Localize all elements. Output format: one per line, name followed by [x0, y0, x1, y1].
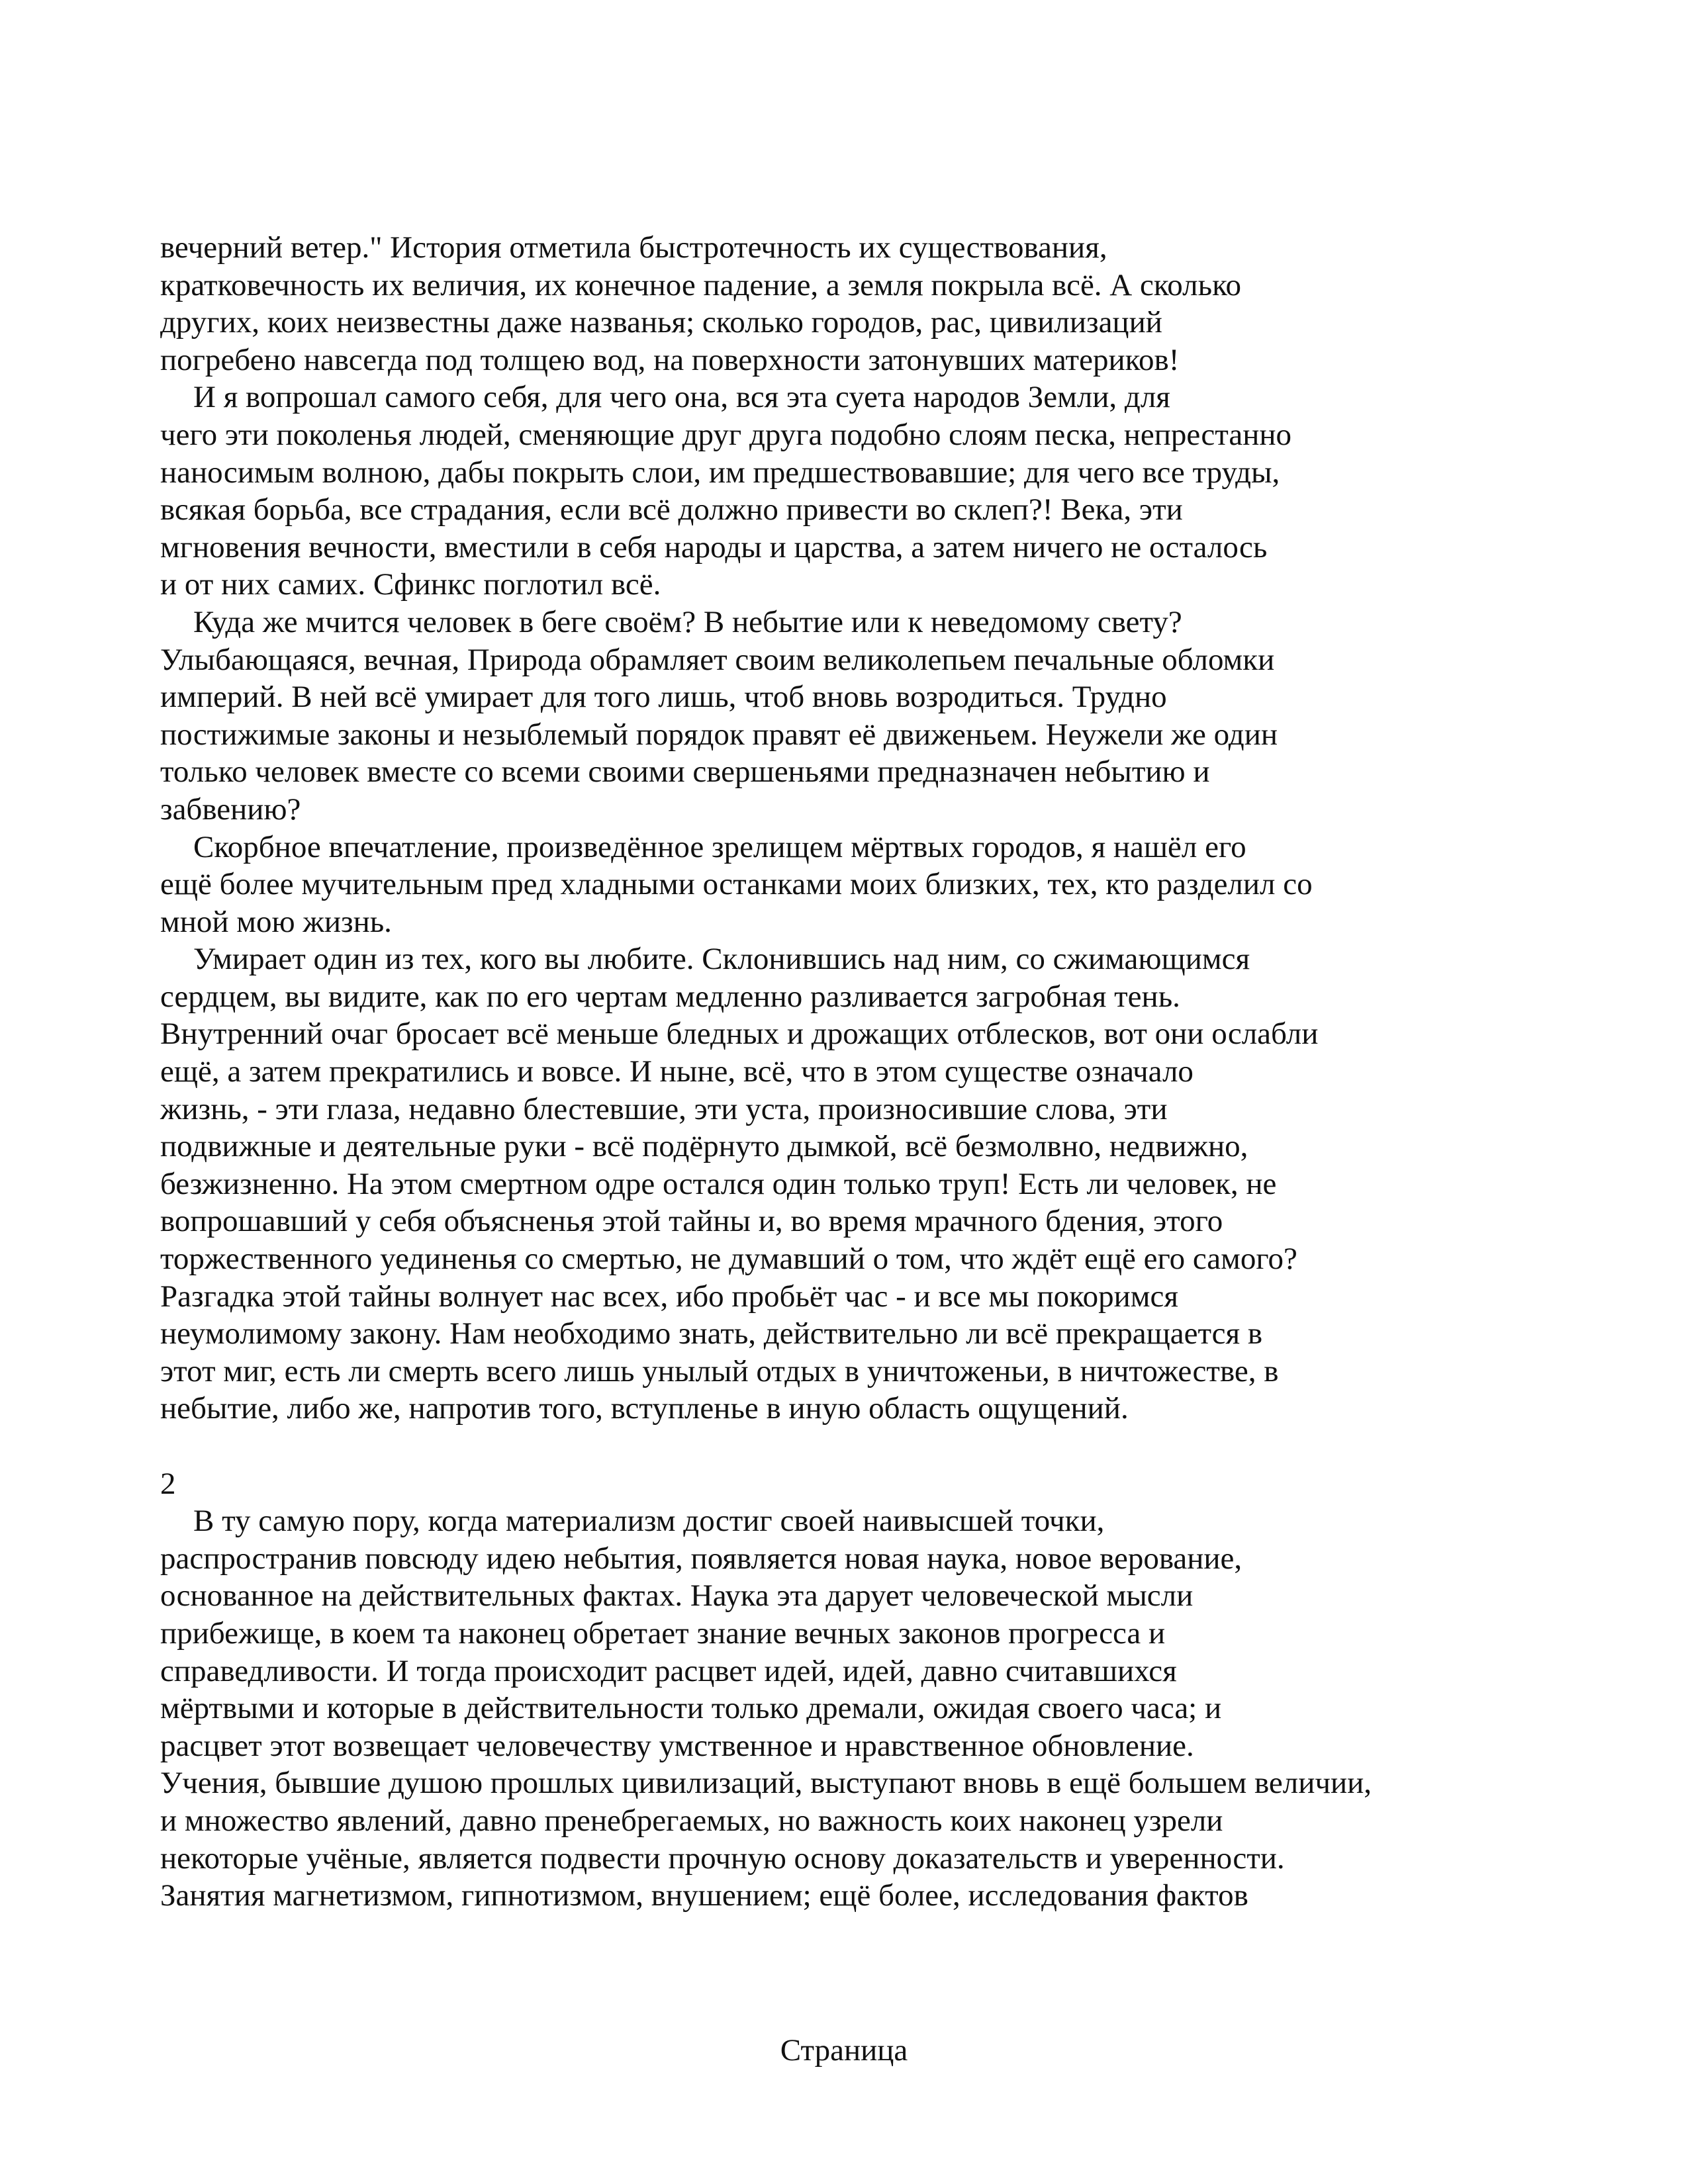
text-line: сердцем, вы видите, как по его чертам медленно разливается загробная тень. — [160, 979, 1180, 1014]
text-line: небытие, либо же, напротив того, вступленье в иную область ощущений. — [160, 1391, 1129, 1426]
text-line: ещё более мучительным пред хладными останками моих близких, тех, кто разделил со — [160, 867, 1313, 902]
paragraph-gap — [160, 1428, 1511, 1465]
text-line: ещё, а затем прекратились и вовсе. И ныне, всё, что в этом существе означало — [160, 1054, 1194, 1089]
text-line: подвижные и деятельные руки - всё подёрнуто дымкой, всё безмолвно, недвижно, — [160, 1129, 1248, 1164]
text-line: всякая борьба, все страдания, если всё должно привести во склеп?! Века, эти — [160, 492, 1183, 527]
text-line: вечерний ветер." История отметила быстротечность их существования, — [160, 230, 1107, 265]
text-line: торжественного уединенья со смертью, не думавший о том, что ждёт ещё его самого? — [160, 1242, 1297, 1277]
text-line: чего эти поколенья людей, сменяющие друг друга подобно слоям песка, непрестанно — [160, 417, 1292, 452]
text-line: расцвет этот возвещает человечеству умственное и нравственное обновление. — [160, 1728, 1194, 1763]
text-line: других, коих неизвестны даже названья; сколько городов, рас, цивилизаций — [160, 305, 1162, 340]
text-line: вопрошавший у себя объясненья этой тайны и, во время мрачного бдения, этого — [160, 1204, 1223, 1239]
text-line: основанное на действительных фактах. Наука эта дарует человеческой мысли — [160, 1578, 1194, 1614]
text-line: и от них самих. Сфинкс поглотил всё. — [160, 567, 661, 602]
text-line: мной мою жизнь. — [160, 904, 392, 939]
text-line: этот миг, есть ли смерть всего лишь унылый отдых в уничтоженьи, в ничтожестве, в — [160, 1353, 1279, 1388]
text-line: империй. В ней всё умирает для того лишь, чтоб вновь возродиться. Трудно — [160, 680, 1167, 715]
text-line: Разгадка этой тайны волнует нас всех, ибо пробьёт час - и все мы покоримся — [160, 1279, 1178, 1314]
text-line: забвению? — [160, 792, 301, 827]
text-line: неумолимому закону. Нам необходимо знать, действительно ли всё прекращается в — [160, 1316, 1263, 1351]
text-line: Занятия магнетизмом, гипнотизмом, внушением; ещё более, исследования фактов — [160, 1878, 1248, 1913]
paragraph-first-line: Умирает один из тех, кого вы любите. Склонившись над ним, со сжимающимся — [193, 942, 1250, 977]
text-line: некоторые учёные, является подвести прочную основу доказательств и уверенности. — [160, 1841, 1285, 1876]
text-line: Учения, бывшие душою прошлых цивилизаций, выступают вновь в ещё большем величии, — [160, 1766, 1372, 1801]
text-line: прибежище, в коем та наконец обретает знание вечных законов прогресса и — [160, 1615, 1166, 1651]
text-line: безжизненно. На этом смертном одре остался один только труп! Есть ли человек, не — [160, 1166, 1277, 1201]
text-line: Улыбающаяся, вечная, Природа обрамляет своим великолепьем печальные обломки — [160, 642, 1275, 677]
paragraph-first-line: Скорбное впечатление, произведённое зрелищем мёртвых городов, я нашёл его — [193, 829, 1246, 864]
text-line: распространив повсюду идею небытия, появляется новая наука, новое верование, — [160, 1541, 1243, 1576]
body-text — [160, 229, 1511, 1915]
section-number: 2 — [160, 1466, 176, 1501]
text-line: и множество явлений, давно пренебрегаемых, но важность коих наконец узрели — [160, 1803, 1223, 1838]
text-line: жизнь, - эти глаза, недавно блестевшие, эти уста, произносившие слова, эти — [160, 1091, 1168, 1126]
paragraph-first-line: И я вопрошал самого себя, для чего она, вся эта суета народов Земли, для — [193, 380, 1170, 415]
text-line: наносимым волною, дабы покрыть слои, им предшествовавшие; для чего все труды, — [160, 455, 1280, 490]
text-line: Внутренний очаг бросает всё меньше бледных и дрожащих отблесков, вот они ослабли — [160, 1017, 1319, 1052]
text-line: мгновения вечности, вместили в себя народы и царства, а затем ничего не осталось — [160, 529, 1268, 565]
paragraph-first-line: В ту самую пору, когда материализм достиг своей наивысшей точки, — [193, 1504, 1105, 1539]
page-footer: Страница — [780, 2033, 908, 2068]
text-line: погребено навсегда под толщею вод, на поверхности затонувших материков! — [160, 342, 1180, 377]
text-line: только человек вместе со всеми своими свершеньями предназначен небытию и — [160, 754, 1210, 790]
text-line: постижимые законы и незыблемый порядок правят её движеньем. Неужели же один — [160, 717, 1278, 752]
text-line: справедливости. И тогда происходит расцвет идей, идей, давно считавшихся — [160, 1653, 1177, 1688]
text-line: мёртвыми и которые в действительности только дремали, ожидая своего часа; и — [160, 1691, 1222, 1726]
text-line: кратковечность их величия, их конечное падение, а земля покрыла всё. А сколько — [160, 267, 1242, 302]
paragraph-first-line: Куда же мчится человек в беге своём? В небытие или к неведомому свету? — [193, 604, 1182, 639]
